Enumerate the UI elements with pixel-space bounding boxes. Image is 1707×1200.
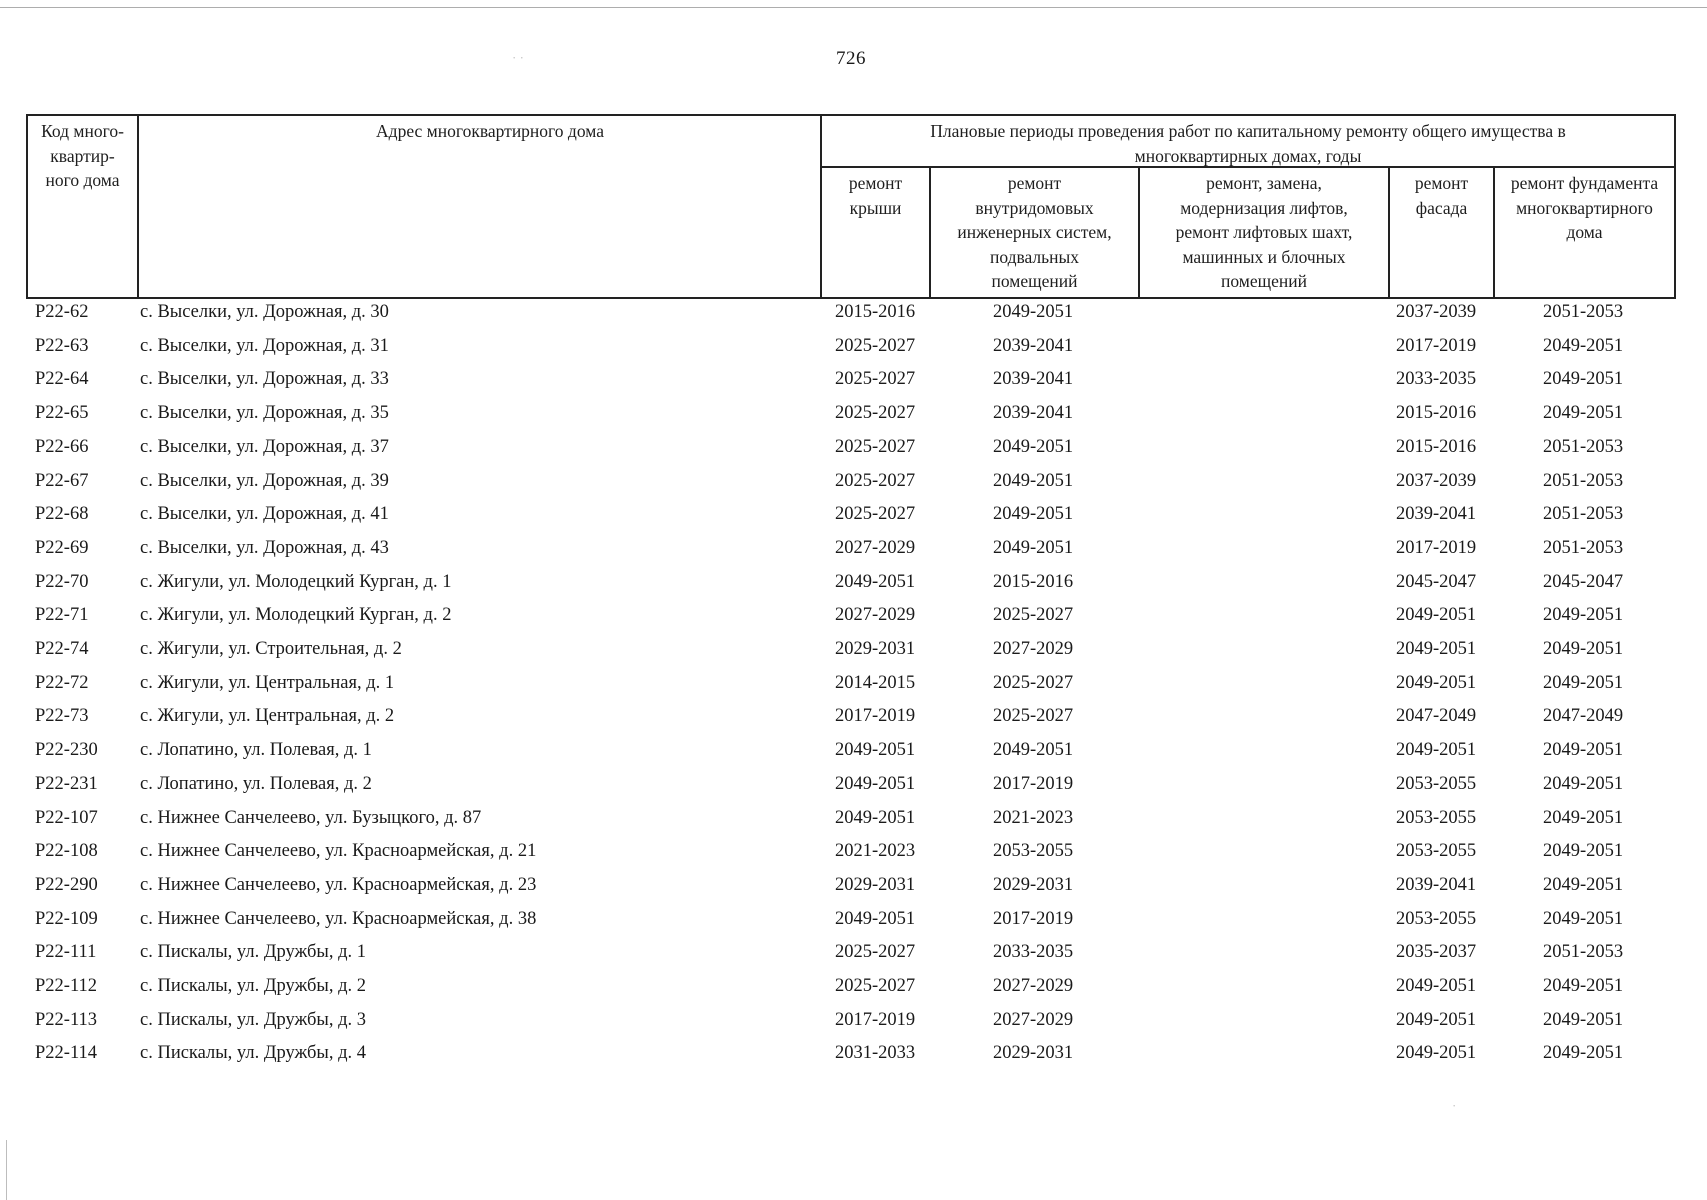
row-address: с. Жигули, ул. Центральная, д. 2 bbox=[140, 706, 395, 727]
row-code: P22-290 bbox=[35, 874, 98, 895]
row-roof-period: 2021-2023 bbox=[835, 841, 916, 862]
row-roof-period: 2027-2029 bbox=[835, 605, 916, 626]
row-address: с. Пискалы, ул. Дружбы, д. 1 bbox=[140, 942, 367, 963]
row-facade-period: 2053-2055 bbox=[1396, 908, 1477, 929]
row-address: с. Жигули, ул. Молодецкий Курган, д. 1 bbox=[140, 571, 452, 592]
row-engineering-period: 2049-2051 bbox=[993, 436, 1074, 457]
row-roof-period: 2025-2027 bbox=[835, 470, 916, 491]
row-code: P22-71 bbox=[35, 605, 89, 626]
row-address: с. Пискалы, ул. Дружбы, д. 3 bbox=[140, 1009, 367, 1030]
header-line: фасада bbox=[1415, 197, 1468, 218]
row-foundation-period: 2049-2051 bbox=[1543, 807, 1624, 828]
table-row bbox=[0, 673, 1707, 707]
row-foundation-period: 2049-2051 bbox=[1543, 672, 1624, 693]
row-roof-period: 2029-2031 bbox=[835, 639, 916, 659]
row-foundation-period: 2051-2053 bbox=[1543, 942, 1624, 963]
header-line: ного дома bbox=[45, 170, 120, 190]
row-code: P22-111 bbox=[35, 942, 97, 963]
row-roof-period: 2049-2051 bbox=[835, 908, 916, 929]
row-facade-period: 2015-2016 bbox=[1396, 403, 1477, 424]
header-line: ремонт bbox=[1414, 173, 1469, 193]
row-roof-period: 2015-2016 bbox=[835, 302, 916, 322]
row-roof-period: 2029-2031 bbox=[835, 874, 916, 895]
row-facade-period: 2039-2041 bbox=[1396, 504, 1477, 525]
row-foundation-period: 2049-2051 bbox=[1543, 335, 1624, 356]
row-facade-period: 2049-2051 bbox=[1396, 1009, 1477, 1030]
header-line: модернизация лифтов, bbox=[1180, 197, 1348, 218]
row-facade-period: 2017-2019 bbox=[1396, 537, 1477, 558]
row-address: с. Нижнее Санчелеево, ул. Бузыцкого, д. 87 bbox=[140, 807, 482, 828]
header-line: многоквартирного bbox=[1516, 197, 1653, 218]
row-roof-period: 2027-2029 bbox=[835, 537, 916, 558]
row-address: с. Выселки, ул. Дорожная, д. 31 bbox=[140, 335, 389, 356]
header-divider-code bbox=[137, 114, 139, 299]
scan-edge-line bbox=[0, 7, 1707, 8]
row-facade-period: 2037-2039 bbox=[1396, 470, 1477, 491]
row-roof-period: 2017-2019 bbox=[835, 706, 916, 727]
row-address: с. Выселки, ул. Дорожная, д. 37 bbox=[140, 436, 389, 457]
row-facade-period: 2037-2039 bbox=[1396, 302, 1477, 322]
row-code: P22-109 bbox=[35, 908, 98, 929]
row-engineering-period: 2039-2041 bbox=[993, 403, 1074, 424]
row-engineering-period: 2049-2051 bbox=[993, 302, 1074, 322]
table-row bbox=[0, 471, 1707, 505]
row-facade-period: 2017-2019 bbox=[1396, 335, 1477, 356]
row-engineering-period: 2027-2029 bbox=[993, 1009, 1074, 1030]
row-foundation-period: 2047-2049 bbox=[1543, 706, 1624, 727]
row-foundation-period: 2051-2053 bbox=[1543, 537, 1624, 558]
row-code: P22-68 bbox=[35, 504, 89, 525]
table-row bbox=[0, 841, 1707, 875]
row-foundation-period: 2049-2051 bbox=[1543, 908, 1624, 929]
row-code: P22-112 bbox=[35, 976, 98, 996]
header-roof-column bbox=[822, 171, 929, 220]
table-row bbox=[0, 875, 1707, 909]
header-line: подвальных bbox=[989, 246, 1080, 267]
row-foundation-period: 2049-2051 bbox=[1543, 976, 1624, 996]
header-line: ремонт bbox=[848, 173, 903, 193]
row-foundation-period: 2049-2051 bbox=[1543, 369, 1624, 390]
row-foundation-period: 2049-2051 bbox=[1543, 1043, 1624, 1064]
row-code: P22-66 bbox=[35, 436, 89, 457]
row-facade-period: 2039-2041 bbox=[1396, 874, 1477, 895]
table-row bbox=[0, 336, 1707, 370]
row-address: с. Выселки, ул. Дорожная, д. 35 bbox=[140, 403, 389, 424]
row-code: P22-69 bbox=[35, 537, 89, 558]
table-row bbox=[0, 538, 1707, 572]
page-number: 726 bbox=[836, 48, 866, 69]
row-foundation-period: 2049-2051 bbox=[1543, 773, 1624, 794]
header-line: ремонт лифтовых шахт, bbox=[1175, 222, 1353, 242]
scan-speck: · bbox=[1452, 1098, 1457, 1113]
row-engineering-period: 2015-2016 bbox=[993, 571, 1074, 592]
row-roof-period: 2025-2027 bbox=[835, 504, 916, 525]
table-row bbox=[0, 369, 1707, 403]
row-engineering-period: 2029-2031 bbox=[993, 874, 1074, 895]
row-facade-period: 2049-2051 bbox=[1396, 672, 1477, 693]
table-row bbox=[0, 572, 1707, 606]
row-roof-period: 2025-2027 bbox=[835, 942, 916, 963]
table-row bbox=[0, 976, 1707, 1010]
scan-edge-mark bbox=[6, 1140, 7, 1200]
row-roof-period: 2025-2027 bbox=[835, 976, 916, 996]
row-foundation-period: 2051-2053 bbox=[1543, 504, 1624, 525]
header-line: Плановые периоды проведения работ по капитальному ремонту общего имущества в bbox=[930, 121, 1566, 141]
row-code: P22-63 bbox=[35, 335, 89, 356]
row-address: с. Выселки, ул. Дорожная, д. 43 bbox=[140, 537, 389, 558]
row-foundation-period: 2051-2053 bbox=[1543, 470, 1624, 491]
row-engineering-period: 2027-2029 bbox=[993, 639, 1074, 659]
row-facade-period: 2049-2051 bbox=[1396, 740, 1477, 761]
row-address: с. Лопатино, ул. Полевая, д. 2 bbox=[140, 773, 372, 794]
row-facade-period: 2053-2055 bbox=[1396, 773, 1477, 794]
table-row bbox=[0, 706, 1707, 740]
row-roof-period: 2025-2027 bbox=[835, 403, 916, 424]
row-facade-period: 2049-2051 bbox=[1396, 605, 1477, 626]
table-row bbox=[0, 605, 1707, 639]
table-row bbox=[0, 504, 1707, 538]
header-lifts-column bbox=[1140, 171, 1388, 294]
row-foundation-period: 2045-2047 bbox=[1543, 571, 1624, 592]
row-engineering-period: 2053-2055 bbox=[993, 841, 1074, 862]
table-row bbox=[0, 302, 1707, 336]
row-facade-period: 2033-2035 bbox=[1396, 369, 1477, 390]
row-address: с. Нижнее Санчелеево, ул. Красноармейская, д. 23 bbox=[140, 874, 537, 895]
row-roof-period: 2025-2027 bbox=[835, 369, 916, 390]
row-engineering-period: 2039-2041 bbox=[993, 369, 1074, 390]
row-code: P22-64 bbox=[35, 369, 89, 390]
row-code: P22-72 bbox=[35, 672, 89, 693]
header-top-border bbox=[26, 114, 1675, 116]
row-code: P22-73 bbox=[35, 706, 89, 727]
row-code: P22-114 bbox=[35, 1043, 98, 1064]
row-code: P22-231 bbox=[35, 773, 98, 794]
row-facade-period: 2035-2037 bbox=[1396, 942, 1477, 963]
table-row bbox=[0, 1043, 1707, 1077]
row-address: с. Жигули, ул. Центральная, д. 1 bbox=[140, 672, 395, 693]
row-facade-period: 2049-2051 bbox=[1396, 639, 1477, 659]
row-engineering-period: 2025-2027 bbox=[993, 605, 1074, 626]
row-roof-period: 2049-2051 bbox=[835, 740, 916, 761]
table-row bbox=[0, 403, 1707, 437]
row-engineering-period: 2025-2027 bbox=[993, 672, 1074, 693]
row-foundation-period: 2051-2053 bbox=[1543, 302, 1624, 322]
row-facade-period: 2049-2051 bbox=[1396, 976, 1477, 996]
header-line: ремонт фундамента bbox=[1510, 173, 1659, 193]
row-roof-period: 2031-2033 bbox=[835, 1043, 916, 1064]
header-code-column bbox=[28, 119, 137, 193]
header-engineering-column bbox=[931, 171, 1138, 294]
header-facade-column bbox=[1390, 171, 1493, 220]
header-line: квартир- bbox=[50, 145, 115, 166]
row-foundation-period: 2049-2051 bbox=[1543, 1009, 1624, 1030]
table-row bbox=[0, 808, 1707, 842]
header-line: крыши bbox=[849, 197, 902, 218]
row-engineering-period: 2025-2027 bbox=[993, 706, 1074, 727]
table-row bbox=[0, 740, 1707, 774]
row-address: с. Жигули, ул. Молодецкий Курган, д. 2 bbox=[140, 605, 452, 626]
header-line: дома bbox=[1566, 222, 1603, 242]
row-engineering-period: 2017-2019 bbox=[993, 908, 1074, 929]
row-code: P22-230 bbox=[35, 740, 98, 761]
row-address: с. Выселки, ул. Дорожная, д. 30 bbox=[140, 302, 389, 322]
row-code: P22-70 bbox=[35, 571, 89, 592]
row-address: с. Пискалы, ул. Дружбы, д. 2 bbox=[140, 976, 367, 996]
row-foundation-period: 2049-2051 bbox=[1543, 605, 1624, 626]
table-row bbox=[0, 1010, 1707, 1044]
row-roof-period: 2025-2027 bbox=[835, 436, 916, 457]
header-line: ремонт, замена, bbox=[1206, 173, 1322, 193]
row-engineering-period: 2027-2029 bbox=[993, 976, 1074, 996]
table-row bbox=[0, 437, 1707, 471]
row-address: с. Выселки, ул. Дорожная, д. 33 bbox=[140, 369, 389, 390]
header-right-border bbox=[1674, 114, 1676, 299]
header-line: многоквартирных домах, годы bbox=[1134, 145, 1362, 166]
row-engineering-period: 2049-2051 bbox=[993, 504, 1074, 525]
row-roof-period: 2049-2051 bbox=[835, 807, 916, 828]
row-address: с. Лопатино, ул. Полевая, д. 1 bbox=[140, 740, 372, 761]
row-facade-period: 2053-2055 bbox=[1396, 807, 1477, 828]
row-code: P22-67 bbox=[35, 470, 89, 491]
header-foundation-column bbox=[1495, 171, 1674, 245]
row-engineering-period: 2017-2019 bbox=[993, 773, 1074, 794]
row-engineering-period: 2021-2023 bbox=[993, 807, 1074, 828]
row-facade-period: 2049-2051 bbox=[1396, 1043, 1477, 1064]
row-engineering-period: 2029-2031 bbox=[993, 1043, 1074, 1064]
row-roof-period: 2017-2019 bbox=[835, 1009, 916, 1030]
table-row bbox=[0, 774, 1707, 808]
row-address: с. Выселки, ул. Дорожная, д. 39 bbox=[140, 470, 389, 491]
row-facade-period: 2053-2055 bbox=[1396, 841, 1477, 862]
row-foundation-period: 2049-2051 bbox=[1543, 740, 1624, 761]
table-row bbox=[0, 639, 1707, 673]
table-row bbox=[0, 909, 1707, 943]
row-foundation-period: 2049-2051 bbox=[1543, 639, 1624, 659]
row-code: P22-107 bbox=[35, 807, 98, 828]
row-facade-period: 2015-2016 bbox=[1396, 436, 1477, 457]
header-bottom-border bbox=[26, 297, 1675, 299]
row-engineering-period: 2033-2035 bbox=[993, 942, 1074, 963]
row-foundation-period: 2049-2051 bbox=[1543, 874, 1624, 895]
row-engineering-period: 2049-2051 bbox=[993, 740, 1074, 761]
header-periods-group bbox=[822, 119, 1674, 168]
row-foundation-period: 2049-2051 bbox=[1543, 403, 1624, 424]
row-roof-period: 2049-2051 bbox=[835, 773, 916, 794]
row-code: P22-113 bbox=[35, 1009, 98, 1030]
row-address: с. Жигули, ул. Строительная, д. 2 bbox=[140, 639, 402, 659]
row-engineering-period: 2049-2051 bbox=[993, 470, 1074, 491]
header-line: Код много- bbox=[41, 121, 124, 141]
row-code: P22-62 bbox=[35, 302, 89, 322]
row-engineering-period: 2049-2051 bbox=[993, 537, 1074, 558]
row-code: P22-65 bbox=[35, 403, 89, 424]
row-facade-period: 2045-2047 bbox=[1396, 571, 1477, 592]
header-line: внутридомовых bbox=[975, 197, 1094, 218]
scan-speck: · · bbox=[512, 50, 524, 65]
row-code: P22-108 bbox=[35, 841, 98, 862]
header-line: помещений bbox=[991, 271, 1078, 291]
row-code: P22-74 bbox=[35, 639, 89, 659]
row-foundation-period: 2049-2051 bbox=[1543, 841, 1624, 862]
row-roof-period: 2025-2027 bbox=[835, 335, 916, 356]
row-facade-period: 2047-2049 bbox=[1396, 706, 1477, 727]
row-roof-period: 2014-2015 bbox=[835, 672, 916, 693]
header-address-column: Адрес многоквартирного дома bbox=[376, 121, 604, 141]
row-roof-period: 2049-2051 bbox=[835, 571, 916, 592]
row-address: с. Нижнее Санчелеево, ул. Красноармейская, д. 21 bbox=[140, 841, 537, 862]
row-engineering-period: 2039-2041 bbox=[993, 335, 1074, 356]
row-address: с. Пискалы, ул. Дружбы, д. 4 bbox=[140, 1043, 367, 1064]
header-line: помещений bbox=[1221, 271, 1307, 291]
row-foundation-period: 2051-2053 bbox=[1543, 436, 1624, 457]
header-line: машинных и блочных bbox=[1182, 246, 1346, 267]
row-address: с. Нижнее Санчелеево, ул. Красноармейская, д. 38 bbox=[140, 908, 537, 929]
row-address: с. Выселки, ул. Дорожная, д. 41 bbox=[140, 504, 389, 525]
table-row bbox=[0, 942, 1707, 976]
header-line: ремонт bbox=[1007, 173, 1062, 193]
header-line: инженерных систем, bbox=[957, 222, 1112, 242]
